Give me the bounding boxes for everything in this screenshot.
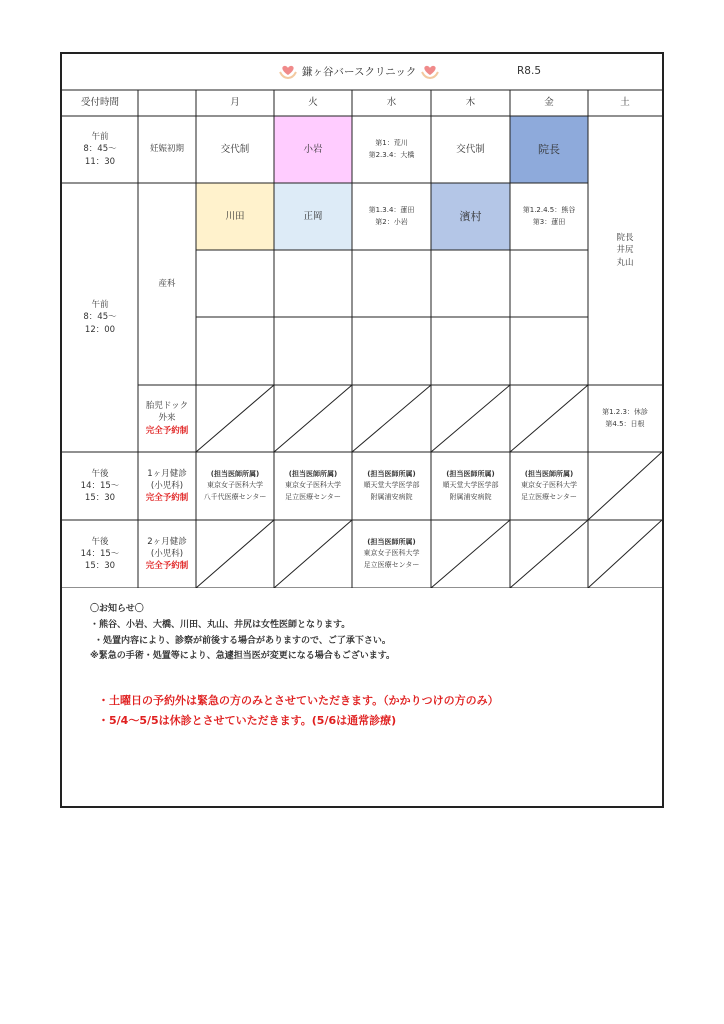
time-start: 8：45〜 (83, 312, 117, 323)
category-fetal-dock (138, 385, 196, 452)
category-checkup-1m (138, 452, 196, 520)
time-slot-afternoon1 (62, 452, 138, 520)
heart-hands-icon (420, 63, 440, 79)
notice-alert: ・5/4〜5/5は休診とさせていただきます。(5/6は通常診療) (98, 713, 397, 727)
prenatal-thu: 交代制 (456, 143, 485, 155)
time-end: 15：30 (84, 493, 116, 504)
doctor-line: 第1.2.4.5：熊谷 (522, 206, 576, 215)
checkup1m-mon (196, 452, 274, 520)
obstetrics-thu: 濱村 (459, 209, 482, 223)
schedule-table (62, 54, 662, 588)
doctor-line: 第1.2.3：休診 (602, 408, 648, 417)
category-sublabel: (小児科) (150, 548, 184, 559)
doctor-line: 第1：荒川 (375, 139, 408, 148)
category-label: 胎児ドック (145, 401, 189, 412)
clinic-title (278, 63, 440, 79)
time-label: 午前 (91, 300, 109, 311)
saturday-fetal-dock (588, 385, 662, 452)
prenatal-tue: 小岩 (303, 143, 323, 155)
saturday-morning (588, 116, 662, 385)
affiliation-line: 足立医療センター (521, 492, 577, 501)
category-prenatal: 妊娠初期 (149, 144, 184, 155)
affiliation-heading: (担当医師所属) (210, 470, 260, 479)
affiliation-line: 東京女子医科大学 (363, 549, 420, 558)
affiliation-heading: (担当医師所属) (367, 538, 416, 547)
affiliation-line: 順天堂大学医学部 (363, 481, 420, 490)
affiliation-line: 足立医療センター (363, 560, 420, 569)
doctor-line: 丸山 (616, 257, 634, 268)
header-wed: 水 (386, 97, 397, 109)
header-mon: 月 (230, 97, 240, 109)
affiliation-line: 附属浦安病院 (370, 492, 413, 501)
doctor-line: 院長 (616, 233, 634, 244)
checkup1m-tue (274, 452, 352, 520)
time-start: 8：45〜 (83, 144, 117, 155)
affiliation-line: 八千代医療センター (203, 492, 267, 501)
category-checkup-2m (138, 520, 196, 588)
time-end: 15：30 (84, 561, 116, 572)
checkup1m-fri (510, 452, 588, 520)
time-slot-afternoon2 (62, 520, 138, 588)
time-end: 12：00 (84, 324, 116, 335)
time-start: 14：15〜 (80, 548, 120, 559)
affiliation-line: 足立医療センター (285, 492, 341, 501)
time-label: 午後 (91, 536, 109, 547)
schedule-sheet (60, 52, 664, 808)
affiliation-heading: (担当医師所属) (446, 470, 495, 479)
affiliation-line: 附属浦安病院 (449, 492, 492, 501)
notice-section (90, 602, 650, 731)
category-obstetrics: 産科 (158, 278, 176, 289)
affiliation-line: 東京女子医科大学 (207, 481, 263, 490)
notice-line: ・処置内容により、診察が前後する場合がありますので、ご了承下さい。 (94, 635, 391, 646)
time-start: 14：15〜 (80, 480, 120, 491)
doctor-line: 第2.3.4：大橋 (368, 150, 415, 159)
title-row (62, 54, 662, 90)
checkup1m-thu (431, 452, 510, 520)
affiliation-heading: (担当医師所属) (288, 470, 338, 479)
checkup2m-wed (352, 520, 431, 588)
obstetrics-fri (510, 183, 588, 250)
prenatal-wed (352, 116, 431, 183)
doctor-line: 第1.3.4：蓮田 (368, 206, 415, 215)
affiliation-line: 順天堂大学医学部 (442, 481, 499, 490)
category-sublabel: 外来 (158, 413, 176, 424)
reservation-required: 完全予約制 (145, 493, 189, 504)
affiliation-heading: (担当医師所属) (524, 470, 574, 479)
header-thu: 木 (465, 97, 476, 109)
header-fri: 金 (544, 97, 554, 109)
doctor-line: 第4.5：日根 (605, 419, 645, 428)
doctor-line: 井尻 (616, 245, 634, 256)
clinic-name: 鎌ヶ谷バースクリニック (302, 65, 417, 78)
heart-hands-icon (278, 63, 298, 79)
notice-heading: 〇お知らせ〇 (90, 604, 144, 614)
checkup1m-wed (352, 452, 431, 520)
category-label: 1ヶ月健診 (147, 468, 187, 479)
notice-line: ・熊谷、小岩、大橋、川田、丸山、井尻は女性医師となります。 (90, 619, 351, 630)
category-label: 2ヶ月健診 (147, 536, 187, 547)
doctor-line: 第3：蓮田 (532, 217, 566, 226)
category-sublabel: (小児科) (150, 480, 184, 491)
header-tue: 火 (308, 97, 318, 109)
reservation-required: 完全予約制 (145, 425, 189, 436)
obstetrics-wed (352, 183, 431, 250)
time-end: 11：30 (84, 156, 116, 167)
schedule-date: R8.5 (517, 65, 541, 77)
time-label: 午後 (91, 468, 109, 479)
header-sat: 土 (620, 97, 630, 109)
time-label: 午前 (91, 132, 109, 143)
notice-line: ※緊急の手術・処置等により、急遽担当医が変更になる場合もございます。 (90, 651, 396, 662)
header-reception: 受付時間 (80, 97, 119, 109)
time-slot-morning1 (62, 116, 138, 183)
notice-alert: ・土曜日の予約外は緊急の方のみとさせていただきます。（かかりつけの方のみ） (98, 694, 499, 707)
obstetrics-tue: 正岡 (303, 210, 323, 222)
affiliation-heading: (担当医師所属) (367, 470, 416, 479)
doctor-line: 第2：小岩 (375, 217, 408, 226)
prenatal-mon: 交代制 (220, 143, 250, 155)
obstetrics-mon: 川田 (225, 210, 245, 222)
affiliation-line: 東京女子医科大学 (285, 481, 341, 490)
reservation-required: 完全予約制 (145, 561, 189, 572)
prenatal-fri: 院長 (538, 142, 560, 156)
time-slot-morning2 (62, 183, 138, 452)
affiliation-line: 東京女子医科大学 (521, 481, 577, 490)
